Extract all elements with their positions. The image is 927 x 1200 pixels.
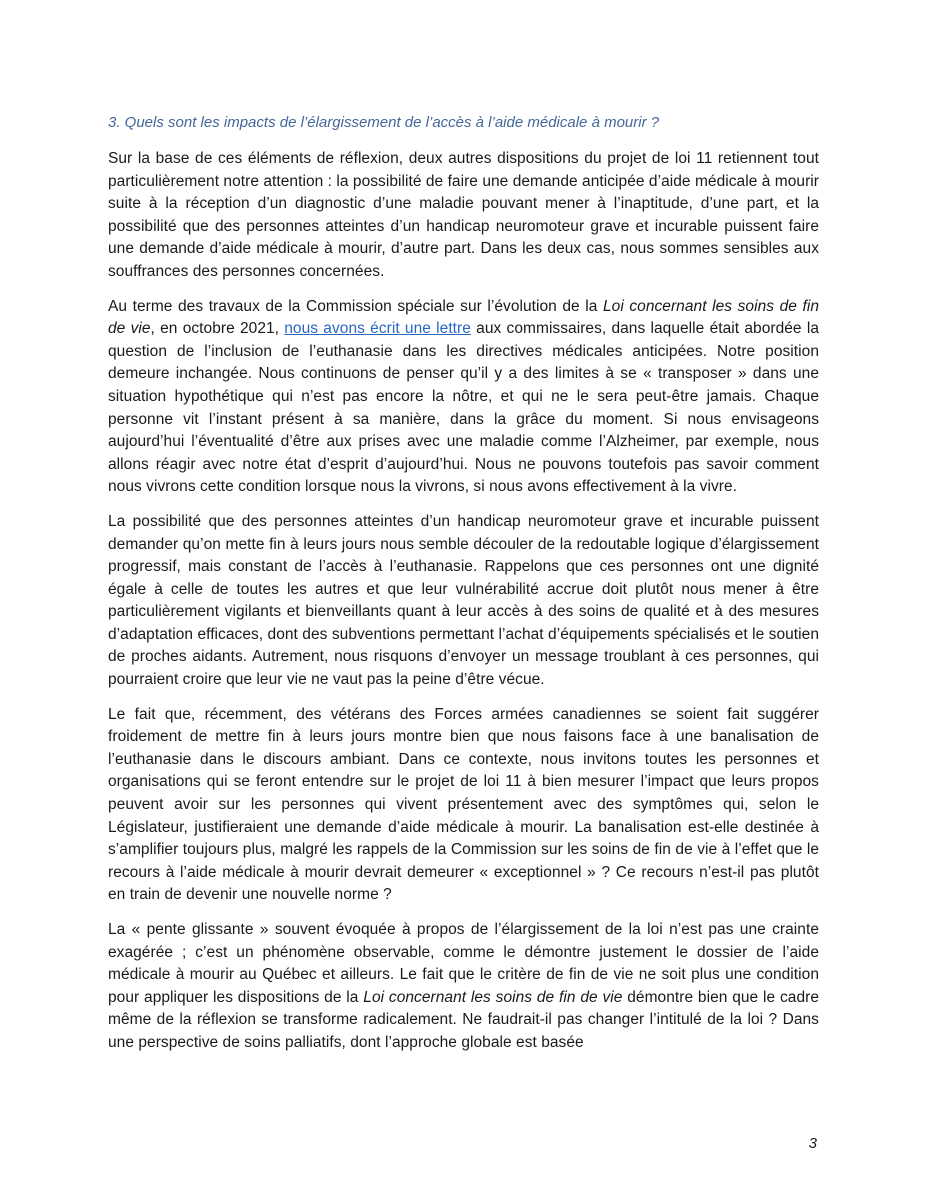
law-title: Loi concernant les soins de fin de vie [108,297,819,338]
page-number: 3 [808,1135,817,1152]
paragraph-3: La possibilité que des personnes atteintes d’un handicap neuromoteur grave et incurable puissent demander qu’on mette fin à leurs jours nous semble découler de la redoutable logique d’élargissement progressif, mais constant de l’accès à l’euthanasie. Rappelons que ces personnes ont une dignité égale à celle de toutes les autres et que leur vulnérabilité accrue doit plutôt nous mener à être particulièrement vigilants et bienveillants quant à leur accès à des soins de qualité et à des mesures d’adaptation efficaces, dont des subventions permettant l’achat d’équipements spécialisés et le soutien de proches aidants. Autrement, nous risquons d’envoyer un message troublant à ces personnes, qui pourraient croire que leur vie ne vaut pas la peine d’être vécue. [108,512,819,689]
paragraph-2-text-c: aux commissaires, dans laquelle était abordée la question de l’inclusion de l’euthanasie dans les directives médicales anticipées. Notre position demeure inchangée. Nous continuons de penser qu’il y a des limites à se « transposer » dans une situation hypothétique qui n’est pas encore la nôtre, et qui ne le sera peut-être jamais. Chaque personne vit l’instant présent à sa manière, dans la grâce du moment. Si nous envisageons aujourd’hui l’éventualité d’être aux prises avec une maladie comme l’Alzheimer, par exemple, nous allons réagir avec notre état d’esprit d’aujourd’hui. Nous ne pouvons toutefois pas savoir comment nous vivrons cette condition lorsque nous la vivrons, si nous avons effectivement à la vivre. [108,320,819,496]
paragraph-4: Le fait que, récemment, des vétérans des Forces armées canadiennes se soient fait suggérer froidement de mettre fin à leurs jours montre bien que nous faisons face à une banalisation de l’euthanasie dans le discours ambiant. Dans ce contexte, nous invitons toutes les personnes et organisations qui se feront entendre sur le projet de loi 11 à bien mesurer l’impact que leurs propos peuvent avoir sur les personnes qui vivent présentement avec des symptômes qui, selon le Législateur, justifieraient une demande d’aide médicale à mourir. La banalisation est-elle destinée à s’amplifier toujours plus, malgré les rappels de la Commission sur les soins de fin de vie à l’effet que le recours à l’aide médicale à mourir devrait demeurer « exceptionnel » ? Ce recours n’est-il pas plutôt en train de devenir une nouvelle norme ? [108,705,819,904]
paragraph-5-text-b: démontre bien que le cadre même de la réflexion se transforme radicalement. Ne faudrait-il pas changer l’intitulé de la loi ? Dans une perspective de soins palliatifs, dont l’approche globale est basée [108,988,819,1051]
letter-link[interactable]: nous avons écrit une lettre [284,320,471,338]
paragraph-2-text-b: , en octobre 2021, [150,320,285,338]
paragraph-2 [108,296,819,499]
paragraph-2-text-a: Au terme des travaux de la Commission spéciale sur l’évolution de la [108,297,603,315]
paragraph-5 [108,919,819,1055]
document-page [108,112,819,1067]
section-heading: 3. Quels sont les impacts de l’élargissement de l’accès à l’aide médicale à mourir ? [108,114,660,131]
paragraph-1: Sur la base de ces éléments de réflexion, deux autres dispositions du projet de loi 11 retiennent tout particulièrement notre attention : la possibilité de faire une demande anticipée d’aide médicale à mourir suite à la réception d’un diagnostic d’une maladie pouvant mener à l’inaptitude, d’une part, et la possibilité que des personnes atteintes d’un handicap neuromoteur grave et incurable puissent faire une demande d’aide médicale à mourir, d’autre part. Dans les deux cas, nous sommes sensibles aux souffrances des personnes concernées. [108,150,819,280]
law-title: Loi concernant les soins de fin de vie [363,988,623,1006]
paragraph-5-text-a: La « pente glissante » souvent évoquée à propos de l’élargissement de la loi n’est pas une crainte exagérée ; c’est un phénomène observable, comme le démontre justement le dossier de l’aide médicale à mourir au Québec et ailleurs. Le fait que le critère de fin de vie ne soit plus une condition pour appliquer les dispositions de la [108,921,819,1006]
